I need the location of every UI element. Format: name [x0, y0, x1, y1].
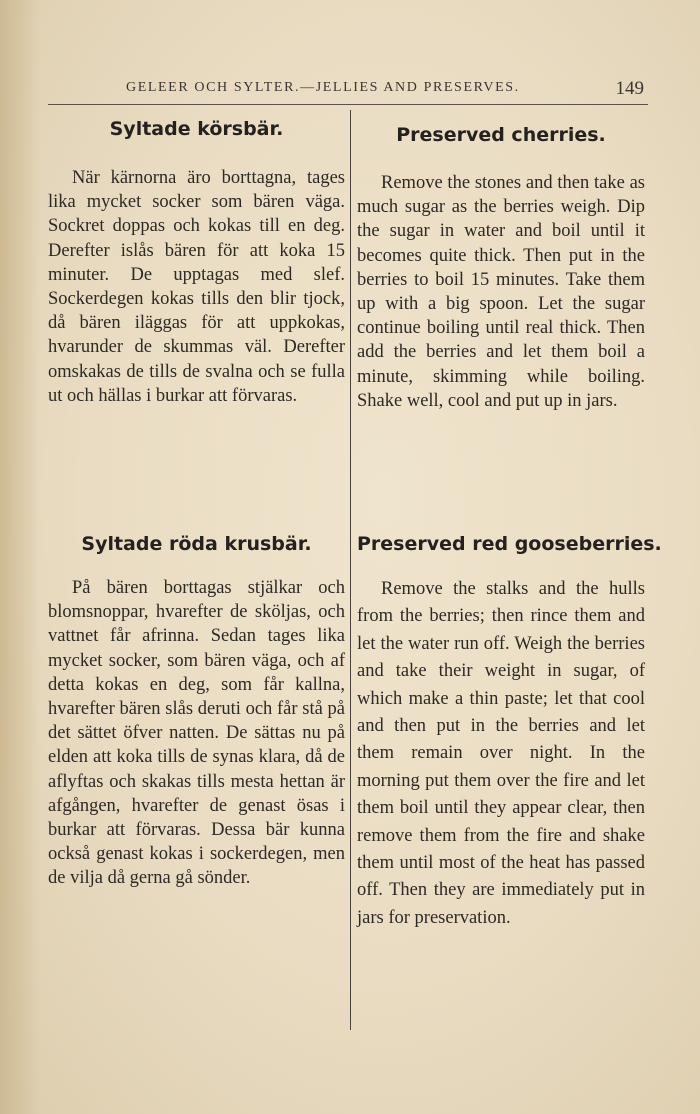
recipe-title-english: Preserved cherries.: [396, 124, 606, 146]
recipe-1-english-title-block: [357, 124, 645, 146]
recipe-1-swedish-title-block: [48, 118, 345, 140]
recipe-2-swedish-title-block: [48, 533, 345, 555]
recipe-title-swedish: Syltade röda krusbär.: [81, 533, 312, 555]
recipe-1-swedish-body: [48, 166, 345, 408]
recipe-2-english-body: [357, 576, 645, 932]
recipe-text-swedish: På bären borttagas stjälkar och blomsnoppar, hvarefter de sköljas, och vattnet får afrinna. Sedan tages lika mycket socker, som bären väga, och af detta kokas en deg, som får kallna, hvarefter bären slås deruti och får stå på det sättet öfver natten. De sättas nu på elden att koka tills de synas klara, då de aflyftas och skakas tills mesta hettan är afgången, hvarefter de genast ösas i burkar att förvaras. Dessa bär kunna också genast kokas i sockerdegen, men de vilja då gerna gå sönder.: [48, 578, 345, 889]
recipe-text-english: Remove the stalks and the hulls from the berries; then rince them and let the water run off. Weigh the berries and take their weight in sugar, of which make a thin paste; let that cool and then put in the berries and let them remain over night. In the morning put them over the fire and let them boil until they appear clear, then remove them from the fire and shake them until most of the heat has passed off. Then they are immediately put in jars for preservation.: [357, 579, 645, 928]
recipe-text-swedish: När kärnorna äro borttagna, tages lika mycket socker som bären väga. Sockret doppas och kokas till en deg. Derefter islås bären för att koka 15 minuter. De upptagas med slef. Sockerdegen kokas tills den blir tjock, då bären iläggas för att uppkokas, hvarunder de skummas väl. Derefter omskakas de tills de svalna och se fulla ut och hällas i burkar att förvaras.: [48, 168, 345, 406]
recipe-title-swedish: Syltade körsbär.: [109, 118, 284, 140]
recipe-2-swedish-body: [48, 576, 345, 891]
column-divider: [350, 110, 351, 1030]
recipe-title-english: Preserved red gooseberries.: [357, 533, 662, 555]
running-header: [48, 74, 648, 105]
running-title: GELEER OCH SYLTER.—JELLIES AND PRESERVES.: [126, 80, 520, 95]
recipe-1-english-body: [357, 171, 645, 413]
recipe-text-english: Remove the stones and then take as much sugar as the berries weigh. Dip the sugar in water and boil until it becomes quite thick. Then put in the berries to boil 15 minutes. Take them up with a big spoon. Let the sugar continue boiling until real thick. Then add the berries and let them boil a minute, skimming while boiling. Shake well, cool and put up in jars.: [357, 173, 645, 411]
page-number: 149: [615, 78, 644, 99]
recipe-2-english-title-block: [357, 533, 662, 555]
